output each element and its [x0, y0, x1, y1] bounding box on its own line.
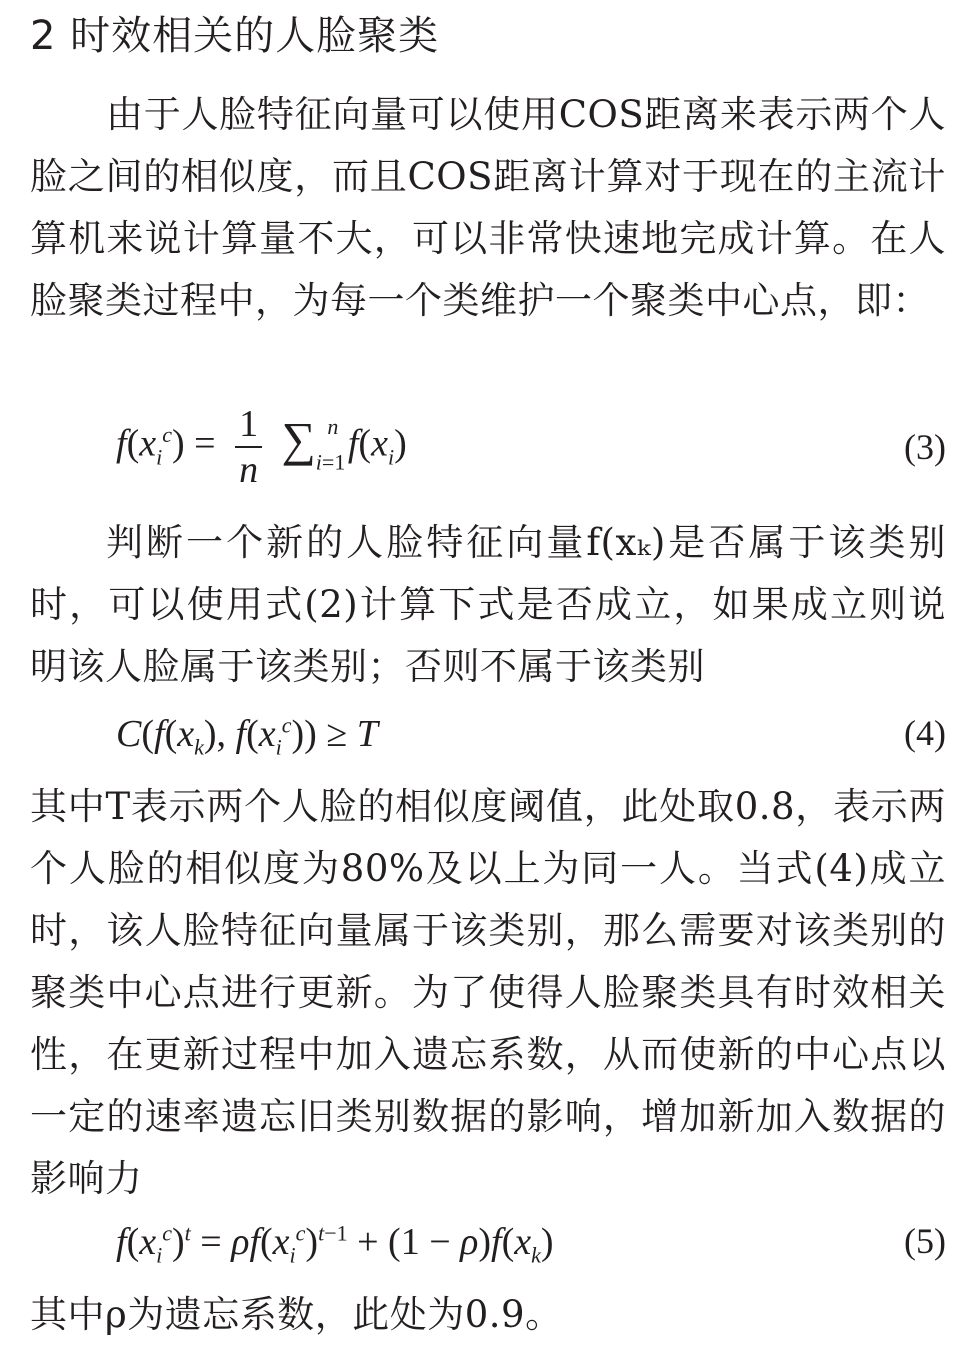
formula-4-expression: $C(f(x_k)$, $f(x_i^c)) \ge T$	[116, 712, 378, 760]
formula-5-number: (5)	[904, 1221, 946, 1261]
formula-4-number: (4)	[904, 713, 946, 753]
formula-3	[30, 402, 946, 502]
formula-3-number: (3)	[904, 427, 946, 467]
formula-3-expression: $f(x_i^c)$ = $\frac{1}{n}$ $\sum_{i=1}^n$ $f(x_i)$	[116, 403, 407, 491]
paragraph-membership-test: 判断一个新的人脸特征向量f(xₖ)是否属于该类别时，可以使用式(2)计算下式是否成立，如果成立则说明该人脸属于该类别；否则不属于该类别	[30, 521, 946, 688]
formula-5-expression: $f(x_i^c)^t = \rho f(x_i^c)^{t-1} + (1 - \rho)f(x_k)$	[116, 1220, 554, 1268]
section-heading: 2 时效相关的人脸聚类	[30, 13, 440, 59]
formula-4	[30, 712, 946, 768]
paragraph-forgetting-coefficient: 其中ρ为遗忘系数，此处为0.9。	[30, 1293, 563, 1336]
paragraph-cos-distance: 由于人脸特征向量可以使用COS距离来表示两个人脸之间的相似度，而且COS距离计算对于现在的主流计算机来说计算量不大，可以非常快速地完成计算。在人脸聚类过程中，为每一个类维护一个聚类中心点，即：	[30, 93, 946, 322]
paragraph-threshold: 其中T表示两个人脸的相似度阈值，此处取0.8，表示两个人脸的相似度为80%及以上为同一人。当式(4)成立时，该人脸特征向量属于该类别，那么需要对该类别的聚类中心点进行更新。为了使得人脸聚类具有时效相关性，在更新过程中加入遗忘系数，从而使新的中心点以一定的速率遗忘旧类别数据的影响，增加新加入数据的影响力	[30, 785, 946, 1200]
fraction: $\frac{1}{n}$	[235, 402, 262, 492]
formula-5	[30, 1220, 946, 1276]
